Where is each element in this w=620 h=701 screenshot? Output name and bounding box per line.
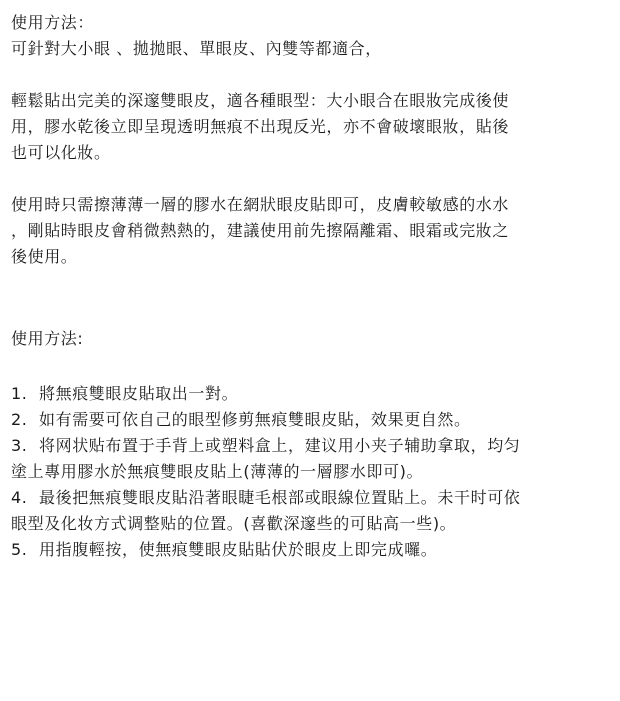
list-item [11,433,613,459]
spacer [11,62,613,88]
intro-heading: 使用方法： [11,13,95,32]
paragraph-line: 也可以化妝。 [11,143,111,162]
list-item [11,537,613,563]
list-item [11,381,613,407]
paragraph-line: ，剛貼時眼皮會稍微熱熱的，建議使用前先擦隔離霜、眼霜或完妝之 [11,221,510,240]
paragraph-line: 輕鬆貼出完美的深邃雙眼皮，適各種眼型：大小眼合在眼妝完成後使 [11,91,510,110]
paragraph-line: 使用時只需擦薄薄一層的膠水在網狀眼皮貼即可，皮膚較敏感的水水 [11,195,510,214]
list-item [11,485,613,511]
step-text: 將無痕雙眼皮貼取出一對。 [39,384,239,403]
list-item-continuation: 塗上專用膠水於無痕雙眼皮貼上(薄薄的一層膠水即可)。 [11,462,424,481]
step-text: 如有需要可依自己的眼型修剪無痕雙眼皮貼，效果更自然。 [39,410,471,429]
instructions-heading: 使用方法: [11,329,84,348]
spacer [11,166,613,192]
step-number: 5. [11,540,28,559]
spacer [11,352,613,381]
intro-suitability-text: 可針對大小眼 、拋拋眼、單眼皮、內雙等都適合， [11,39,382,58]
list-item [11,407,613,433]
paragraph-effect [11,88,613,166]
paragraph-line: 用，膠水乾後立即呈現透明無痕不出現反光，亦不會破壞眼妝，貼後 [11,117,510,136]
step-number: 2. [11,410,28,429]
step-text: 用指腹輕按，使無痕雙眼皮貼貼伏於眼皮上即完成囉。 [39,540,438,559]
product-usage-document [11,10,613,563]
paragraph-usage-notes [11,192,613,270]
step-number: 3. [11,436,28,455]
step-text: 最後把無痕雙眼皮貼沿著眼睫毛根部或眼線位置貼上。未干时可依 [39,488,521,507]
step-text: 将网状贴布置于手背上或塑料盒上，建议用小夹子辅助拿取，均匀 [39,436,521,455]
paragraph-line: 後使用。 [11,247,78,266]
spacer [11,270,613,326]
list-item-continuation: 眼型及化妆方式调整贴的位置。(喜歡深邃些的可貼高一些)。 [11,514,457,533]
instruction-list [11,381,613,563]
step-number: 1. [11,384,28,403]
step-number: 4. [11,488,28,507]
